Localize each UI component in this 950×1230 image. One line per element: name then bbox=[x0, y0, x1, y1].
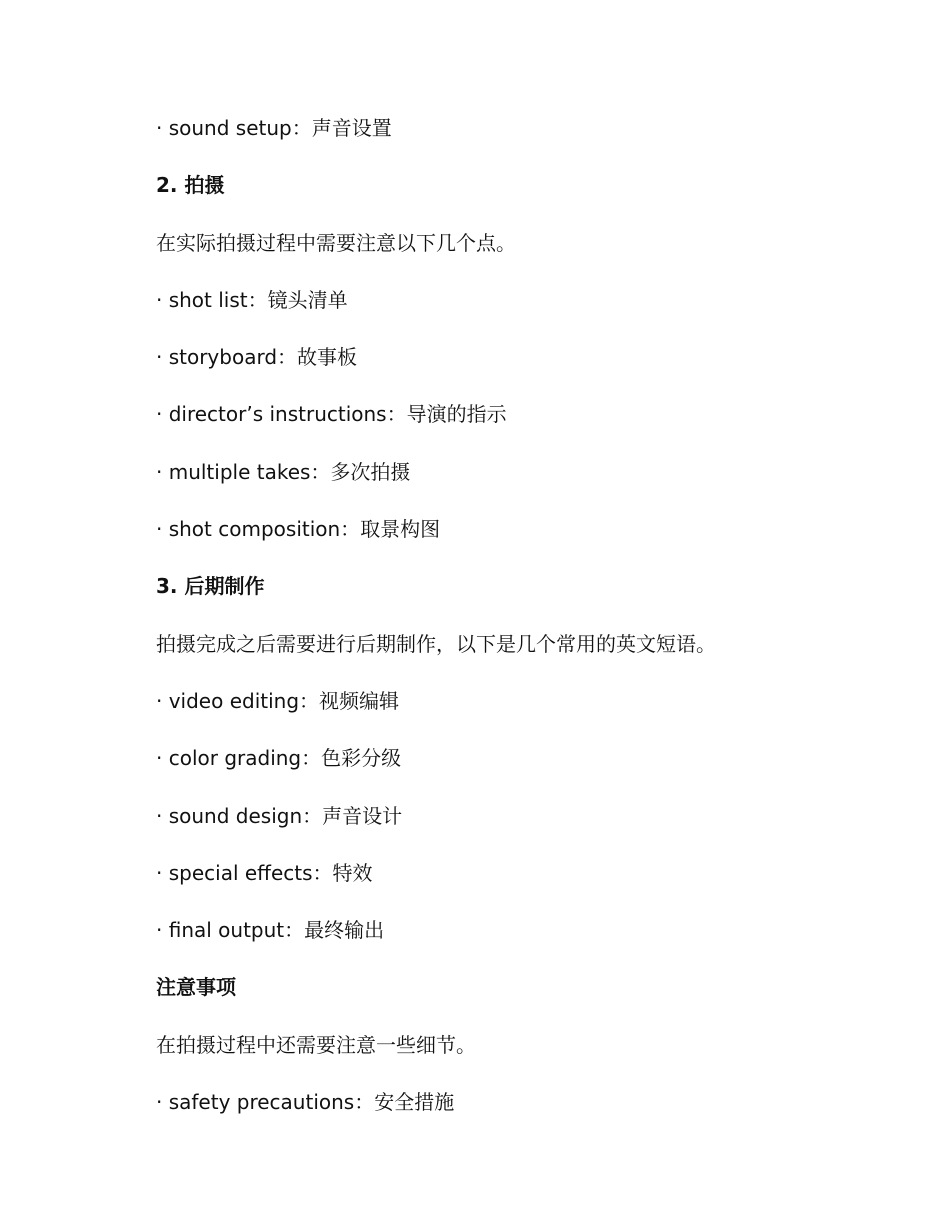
section-heading: 注意事项 bbox=[156, 975, 236, 1000]
section-heading: 2. 拍摄 bbox=[156, 173, 225, 198]
list-item: · director’s instructions：导演的指示 bbox=[156, 402, 507, 427]
paragraph: 在实际拍摄过程中需要注意以下几个点。 bbox=[156, 230, 516, 255]
list-item: · shot composition：取景构图 bbox=[156, 517, 441, 542]
paragraph: 拍摄完成之后需要进行后期制作，以下是几个常用的英文短语。 bbox=[156, 631, 716, 656]
paragraph: 在拍摄过程中还需要注意一些细节。 bbox=[156, 1032, 476, 1057]
list-item: · sound setup：声音设置 bbox=[156, 116, 392, 140]
list-item: · multiple takes：多次拍摄 bbox=[156, 459, 411, 484]
list-item: · sound design：声音设计 bbox=[156, 803, 403, 828]
list-item: · safety precautions：安全措施 bbox=[156, 1090, 455, 1115]
list-item: · color grading：色彩分级 bbox=[156, 746, 402, 771]
list-item: · storyboard：故事板 bbox=[156, 345, 358, 370]
list-item: · final output：最终输出 bbox=[156, 918, 385, 943]
list-item: · shot list：镜头清单 bbox=[156, 287, 348, 312]
list-item: · special effects：特效 bbox=[156, 860, 373, 885]
document-page bbox=[156, 110, 876, 1141]
list-item: · video editing：视频编辑 bbox=[156, 688, 400, 713]
section-heading: 3. 后期制作 bbox=[156, 574, 265, 599]
